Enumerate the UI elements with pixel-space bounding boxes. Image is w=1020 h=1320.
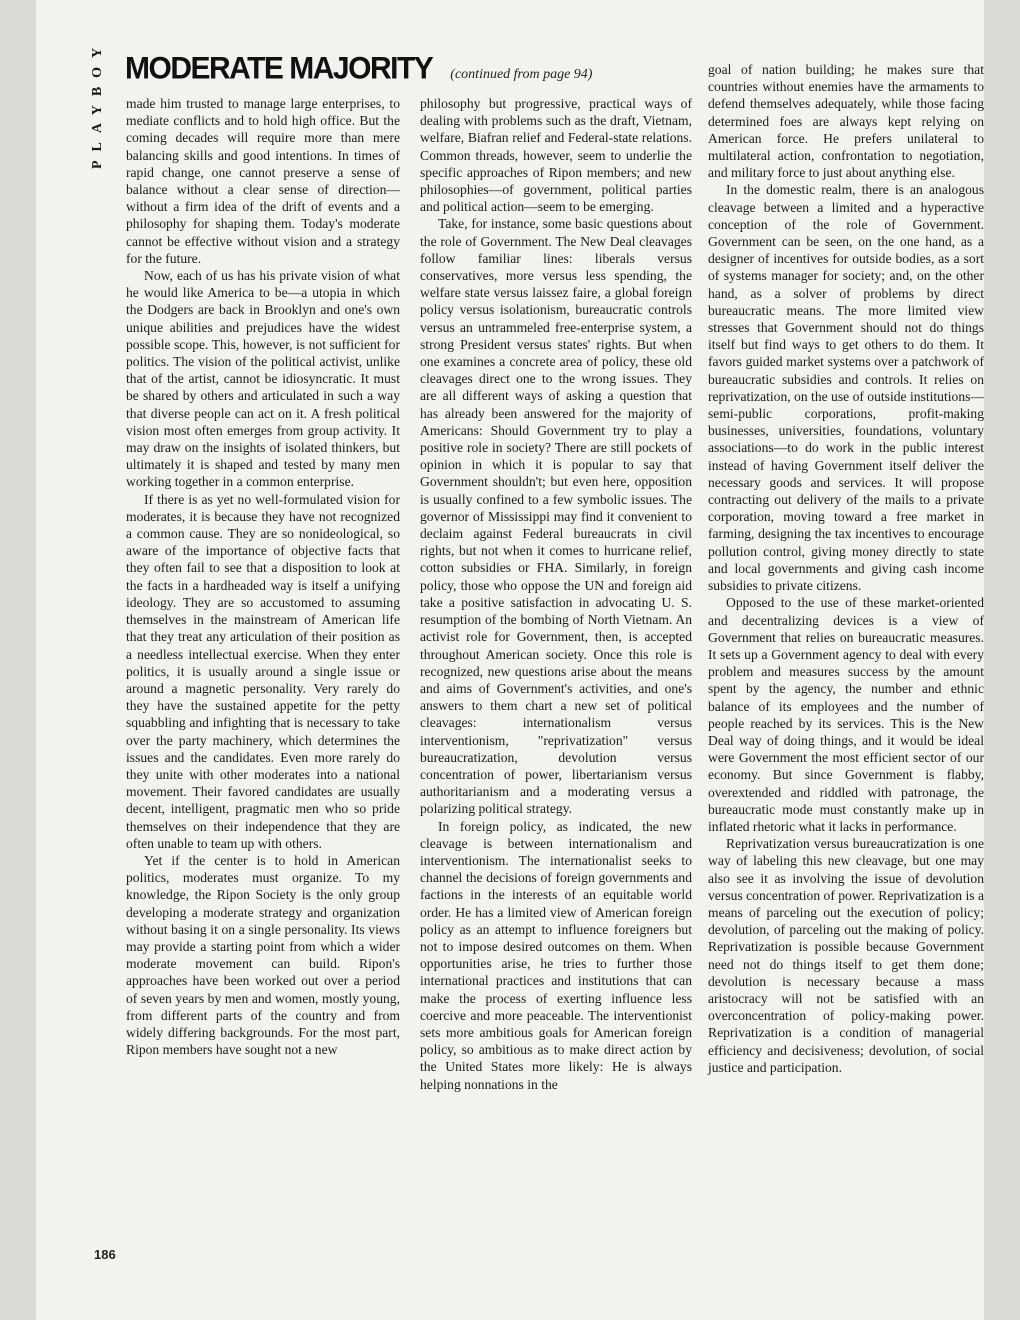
- paragraph: Now, each of us has his private vision of what he would like America to be—a utopia in which the Dodgers are back in Brooklyn and one's own unique abilities and prejudices have the widest possible scope. This, however, is not sufficient for politics. The vision of the political activist, unlike that of the artist, cannot be idiosyncratic. It must be shared by others and articulated in such a way that diverse people can act on it. A fresh political vision most often emerges from group activity. It may draw on the insights of isolated thinkers, but ultimately it is shaped and tested by many men working together in a common enterprise.: [126, 268, 400, 490]
- paragraph: Yet if the center is to hold in American politics, moderates must organize. To my knowledge, the Ripon Society is the only group developing a moderate strategy and organization without basing it on a single personality. Its views may provide a starting point from which a wider moderate movement can build. Ripon's approaches have been worked out over a period of seven years by men and women, mostly young, from different parts of the country and from widely differing backgrounds. For the most part, Ripon members have sought not a new: [126, 852, 400, 1058]
- continued-note: (continued from page 94): [450, 67, 593, 82]
- paragraph: Opposed to the use of these market-oriented and decentralizing devices is a view of Government that relies on bureaucratic measures. It sets up a Government agency to deal with every problem and measures success by the amount spent by the agency, the number and ethnic balance of its employees and the number of people reached by its services. This is the New Deal way of doing things, and it would be ideal were Government the most efficient sector of our economy. But since Government is flabby, overextended and riddled with patronage, the bureaucratic mode must constantly make up in inflated rhetoric what it lacks in performance.: [708, 595, 984, 834]
- feature-title: MODERATE MAJORITY: [125, 51, 433, 86]
- page-number: 186: [94, 1247, 116, 1262]
- text-column-3: [708, 61, 984, 1076]
- paragraph: If there is as yet no well-formulated vision for moderates, it is because they have not recognized a common cause. They are so nonideological, so aware of the importance of objective facts that they often fail to see that a disposition to look at the facts in a hardheaded way is itself a unifying ideology. They are so accustomed to assuming themselves in the mainstream of American life that they treat any articulation of their position as a needless intellectual exercise. When they enter politics, it is usually around a single issue or around a magnetic personality. Very rarely do they have the sustained appetite for the petty squabbling and infighting that is necessary to take over the party machinery, which determines the issues and the candidates. Even more rarely do they unite with other moderates into a national movement. Their favored candidates are usually decent, intelligent, pragmatic men who so pride themselves on their independence that they are often unable to team up with others.: [126, 491, 400, 851]
- masthead-vertical: PLAYBOY: [90, 38, 105, 170]
- magazine-page: [36, 0, 984, 1320]
- article-header: [125, 52, 685, 92]
- paragraph: In the domestic realm, there is an analogous cleavage between a limited and a hyperactive conception of the role of Government. Government can be seen, on the one hand, as a designer of incentives for outside bodies, as a sort of systems manager for society; and, on the other hand, as a solver of problems by direct bureaucratic means. The more limited view stresses that Government should not do things itself but find ways to get others to do them. It favors guided market systems over a patchwork of bureaucratic subsidies and controls. It relies on reprivatization, on the use of outside institutions—semi-public corporations, profit-making businesses, universities, foundations, voluntary associations—to do work in the public interest instead of having Government itself deliver the necessary goods and services. It will propose contracting out delivery of the mails to a private corporation, moving toward a free market in farming, designing the tax incentives to encourage pollution control, giving money directly to state and local governments and giving cash income subsidies to private citizens.: [708, 182, 984, 594]
- paragraph: made him trusted to manage large enterprises, to mediate conflicts and to hold high office. But the coming decades will require more than mere balancing skills and good intentions. In times of rapid change, one cannot preserve a sense of balance without a clear sense of direction—without a firm idea of the drift of events and a philosophy for shaping them. Today's moderate cannot be effective without vision and a strategy for the future.: [126, 96, 400, 266]
- paragraph: Take, for instance, some basic questions about the role of Government. The New Deal cleavages follow familiar lines: liberals versus conservatives, more versus less spending, the welfare state versus laissez faire, a global foreign policy versus isolationism, bureaucratic controls versus an untrammeled free-enterprise system, a strong President versus states' rights. But when one examines a concrete area of policy, these old cleavages direct one to the wrong issues. They are all different ways of asking a question that has already been answered for the majority of Americans: Should Government try to play a positive role in society? There are still pockets of opinion in which it is popular to say that Government shouldn't; but even here, opposition is usually confined to a few symbolic issues. The governor of Mississippi may find it convenient to declaim against Federal bureaucrats in civil rights, but not when it comes to hurricane relief, cotton subsidies or FHA. Similarly, in foreign policy, those who oppose the UN and foreign aid take a positive satisfaction in advocating U. S. resumption of the bombing of North Vietnam. An activist role for Government, then, is accepted throughout American society. Once this role is recognized, new questions arise about the means and aims of Government's activities, and one's answers to them chart a new set of political cleavages: internationalism versus interventionism, "reprivatization" versus bureaucratization, devolution versus concentration of power, libertarianism versus authoritarianism and a moderating versus a polarizing political strategy.: [420, 216, 692, 817]
- text-column-1: [126, 95, 400, 1058]
- paragraph: goal of nation building; he makes sure that countries without enemies have the armaments to defend themselves adequately, while those facing determined foes are always kept relying on American force. He prefers unilateral to multilateral action, confrontation to negotiation, and military force to just about anything else.: [708, 62, 984, 181]
- text-column-2: [420, 95, 692, 1093]
- paragraph: In foreign policy, as indicated, the new cleavage is between internationalism and interventionism. The internationalist seeks to channel the decisions of foreign governments and factions in the interests of an equitable world order. He has a limited view of American foreign policy as an attempt to influence foreigners but not to impose desired outcomes on them. When opportunities arise, he tries to further those international practices and institutions that can make the process of exerting influence less coercive and more peaceable. The interventionist sets more ambitious goals for American foreign policy, so ambitious as to make direct action by the United States more likely: He is always helping nonnations in the: [420, 818, 692, 1092]
- paragraph: philosophy but progressive, practical ways of dealing with problems such as the draft, Vietnam, welfare, Biafran relief and Federal-state relations. Common threads, however, seem to underlie the specific approaches of Ripon members; and new philosophies—of government, political parties and political action—seem to be emerging.: [420, 96, 692, 215]
- paragraph: Reprivatization versus bureaucratization is one way of labeling this new cleavage, but one may also see it as involving the issue of devolution versus concentration of power. Reprivatization is a means of parceling out the execution of policy; devolution, of parceling out the making of policy. Reprivatization is possible because Government need not do things itself to get them done; devolution is necessary because a mass aristocracy will not be satisfied with an overconcentration of policy-making power. Reprivatization is a condition of managerial efficiency and decisiveness; devolution, of social justice and participation.: [708, 836, 984, 1075]
